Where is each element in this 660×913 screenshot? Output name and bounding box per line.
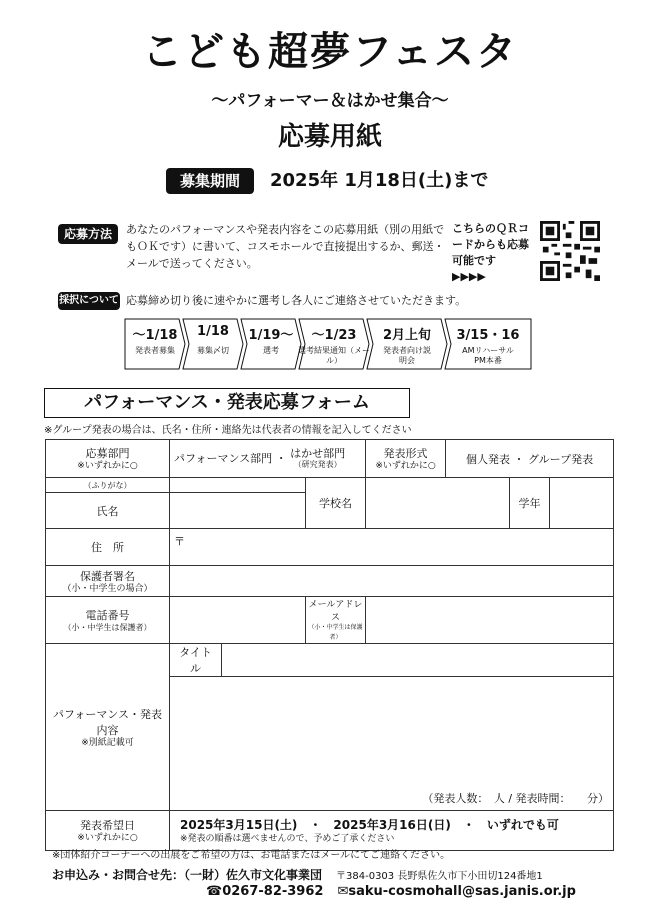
contact-address: 〒384-0303 長野県佐久市下小田切124番地1 — [336, 871, 543, 882]
school-field[interactable] — [366, 478, 510, 529]
step-desc: 募集〆切 — [197, 346, 229, 355]
format-label-cell: 発表形式 ※いずれかに○ — [366, 440, 446, 478]
step-desc: 選考 — [263, 346, 279, 355]
step-date: 1/18 — [197, 324, 229, 339]
page-title: こども超夢フェスタ — [142, 29, 518, 75]
date-options[interactable]: 2025年3月15日(土) ・ 2025年3月16日(日) ・ いずれでも可 ※発表の順番は選べませんので、予めご了承ください — [170, 811, 614, 851]
email-label: メールアドレス （小・中学生は保護者） — [306, 597, 366, 644]
format-options[interactable]: 個人発表 ・ グループ発表 — [446, 440, 614, 478]
dept-options[interactable]: パフォーマンス部門 ・ はかせ部門 （研究発表） — [170, 440, 366, 478]
step-date: 1/19〜 — [248, 328, 294, 343]
method-label: 応募方法 — [58, 224, 118, 244]
furigana-label: （ふりがな） — [46, 478, 170, 493]
title-label: タイトル — [170, 644, 222, 677]
email-field[interactable] — [366, 597, 614, 644]
content-label: パフォーマンス・発表内容 ※別紙記載可 — [46, 644, 170, 811]
qr-text: こちらのＱＲコードからも応募可能です ▶▶▶▶ — [452, 222, 529, 283]
form-note: ※グループ発表の場合は、氏名・住所・連絡先は代表者の情報を記入してください — [44, 425, 412, 436]
address-field[interactable]: 〒 — [170, 529, 614, 566]
grade-label: 学年 — [510, 478, 550, 529]
timeline-step-3 — [240, 318, 302, 370]
name-label: 氏名 — [46, 493, 170, 529]
step-date: 〜1/23 — [311, 328, 357, 343]
contact-label: お申込み・お問合せ先：（一財）佐久市文化事業団 — [52, 868, 323, 882]
date-label: 発表希望日 ※いずれかに○ — [46, 811, 170, 851]
selection-text: 応募締め切り後に速やかに選考し各人にご連絡させていただきます。 — [126, 294, 467, 307]
name-field[interactable] — [170, 493, 306, 529]
step-desc: AMリハーサル PM本番 — [462, 346, 514, 365]
address-label: 住 所 — [46, 529, 170, 566]
step-date: 〜1/18 — [132, 328, 178, 343]
contact-details — [206, 884, 576, 899]
timeline-step-4 — [298, 318, 370, 370]
selection-label: 採択について — [58, 292, 120, 310]
step-date: 3/15・16 — [456, 328, 520, 343]
page-subtitle: 〜パフォーマー＆はかせ集合〜 — [211, 91, 449, 111]
period-label: 募集期間 — [166, 168, 254, 194]
phone-field[interactable] — [170, 597, 306, 644]
form-name: 応募用紙 — [277, 122, 382, 152]
contact-line — [52, 866, 543, 883]
furigana-field[interactable] — [170, 478, 306, 493]
grade-field[interactable] — [550, 478, 614, 529]
title-field[interactable] — [222, 644, 614, 677]
timeline-step-2 — [182, 318, 244, 370]
step-date: 2月上旬 — [382, 328, 432, 343]
footer-note: ※団体紹介コーナーへの出展をご希望の方は、お電話またはメールにてご連絡ください。 — [52, 850, 451, 861]
step-desc: 発表者募集 — [135, 346, 175, 355]
guardian-label: 保護者署名 （小・中学生の場合） — [46, 566, 170, 597]
timeline-step-6 — [444, 318, 532, 370]
method-text: あなたのパフォーマンスや発表内容をこの応募用紙（別の用紙でもＯＫです）に書いて、コスモホールで直接提出するか、郵送・メールで送ってください。 — [126, 223, 445, 270]
step-desc: 発表者向け説明会 — [383, 346, 431, 365]
form-heading: パフォーマンス・発表応募フォーム — [44, 388, 410, 418]
period-date: 2025年 1月18日(土)まで — [270, 170, 489, 191]
step-desc: 選考結果通知（メール） — [298, 346, 370, 365]
qr-code-icon[interactable] — [540, 221, 600, 281]
content-field[interactable] — [170, 677, 614, 811]
phone-label: 電話番号 （小・中学生は保護者） — [46, 597, 170, 644]
dept-label-cell: 応募部門 ※いずれかに○ — [46, 440, 170, 478]
application-form — [45, 439, 614, 851]
contact-email[interactable]: ✉saku-cosmohall@sas.janis.or.jp — [337, 884, 576, 899]
guardian-field[interactable] — [170, 566, 614, 597]
contact-phone[interactable]: ☎0267-82-3962 — [206, 884, 324, 899]
performer-count-text: （発表人数： 人 / 発表時間： 分） — [422, 792, 610, 805]
timeline-step-1 — [124, 318, 186, 370]
school-label: 学校名 — [306, 478, 366, 529]
timeline-step-5 — [366, 318, 448, 370]
date-remark: ※発表の順番は選べませんので、予めご了承ください — [180, 834, 395, 844]
